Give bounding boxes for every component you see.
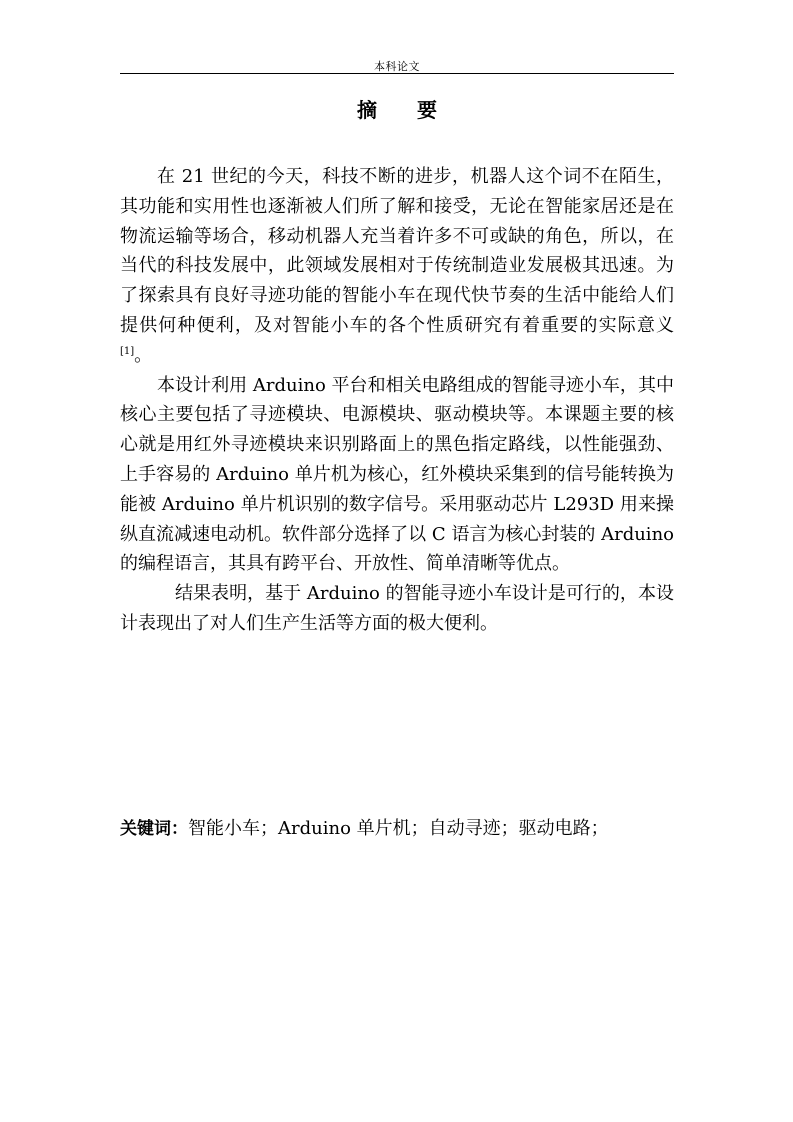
abstract-paragraph-3 [120,579,674,639]
paragraph-3-text: 结果表明，基于 Arduino 的智能寻迹小车设计是可行的，本设计表现出了对人们生产生活等方面的极大便利。 [120,583,674,634]
paragraph-1-end: 。 [134,344,153,366]
abstract-body [120,162,674,639]
paragraph-2-text: 本设计利用 Arduino 平台和相关电路组成的智能寻迹小车，其中核心主要包括了寻迹模块、电源模块、驱动模块等。本课题主要的核心就是用红外寻迹模块来识别路面上的黑色指定路线，以性能强劲、上手容易的 Arduino 单片机为核心，红外模块采集到的信号能转换为能被 Arduino 单片机识别的数字信号。采用驱动芯片 L293D 用来操纵直流减速电动机。软件部分选择了以 C 语言为核心封装的 Arduino 的编程语言，其具有跨平台、开放性、简单清晰等优点。 [120,374,674,575]
keywords-line [120,814,674,844]
citation-marker: [1] [120,345,135,357]
paragraph-1-text: 在 21 世纪的今天，科技不断的进步，机器人这个词不在陌生，其功能和实用性也逐渐被人们所了解和接受，无论在智能家居还是在物流运输等场合，移动机器人充当着许多不可或缺的角色，所以，在当代的科技发展中，此领域发展相对于传统制造业发展极其迅速。为了探索具有良好寻迹功能的智能小车在现代快节奏的生活中能给人们提供何种便利，及对智能小车的各个性质研究有着重要的实际意义 [120,166,674,336]
keywords-text: 智能小车；Arduino 单片机；自动寻迹；驱动电路； [188,818,609,839]
page-header [120,55,674,74]
abstract-paragraph-1 [120,162,674,371]
abstract-paragraph-2 [120,371,674,580]
abstract-title-right: 要 [417,98,437,122]
abstract-title-left: 摘 [357,98,377,122]
keywords-label: 关键词： [120,819,188,839]
running-title: 本科论文 [374,60,420,73]
abstract-title [120,96,674,124]
